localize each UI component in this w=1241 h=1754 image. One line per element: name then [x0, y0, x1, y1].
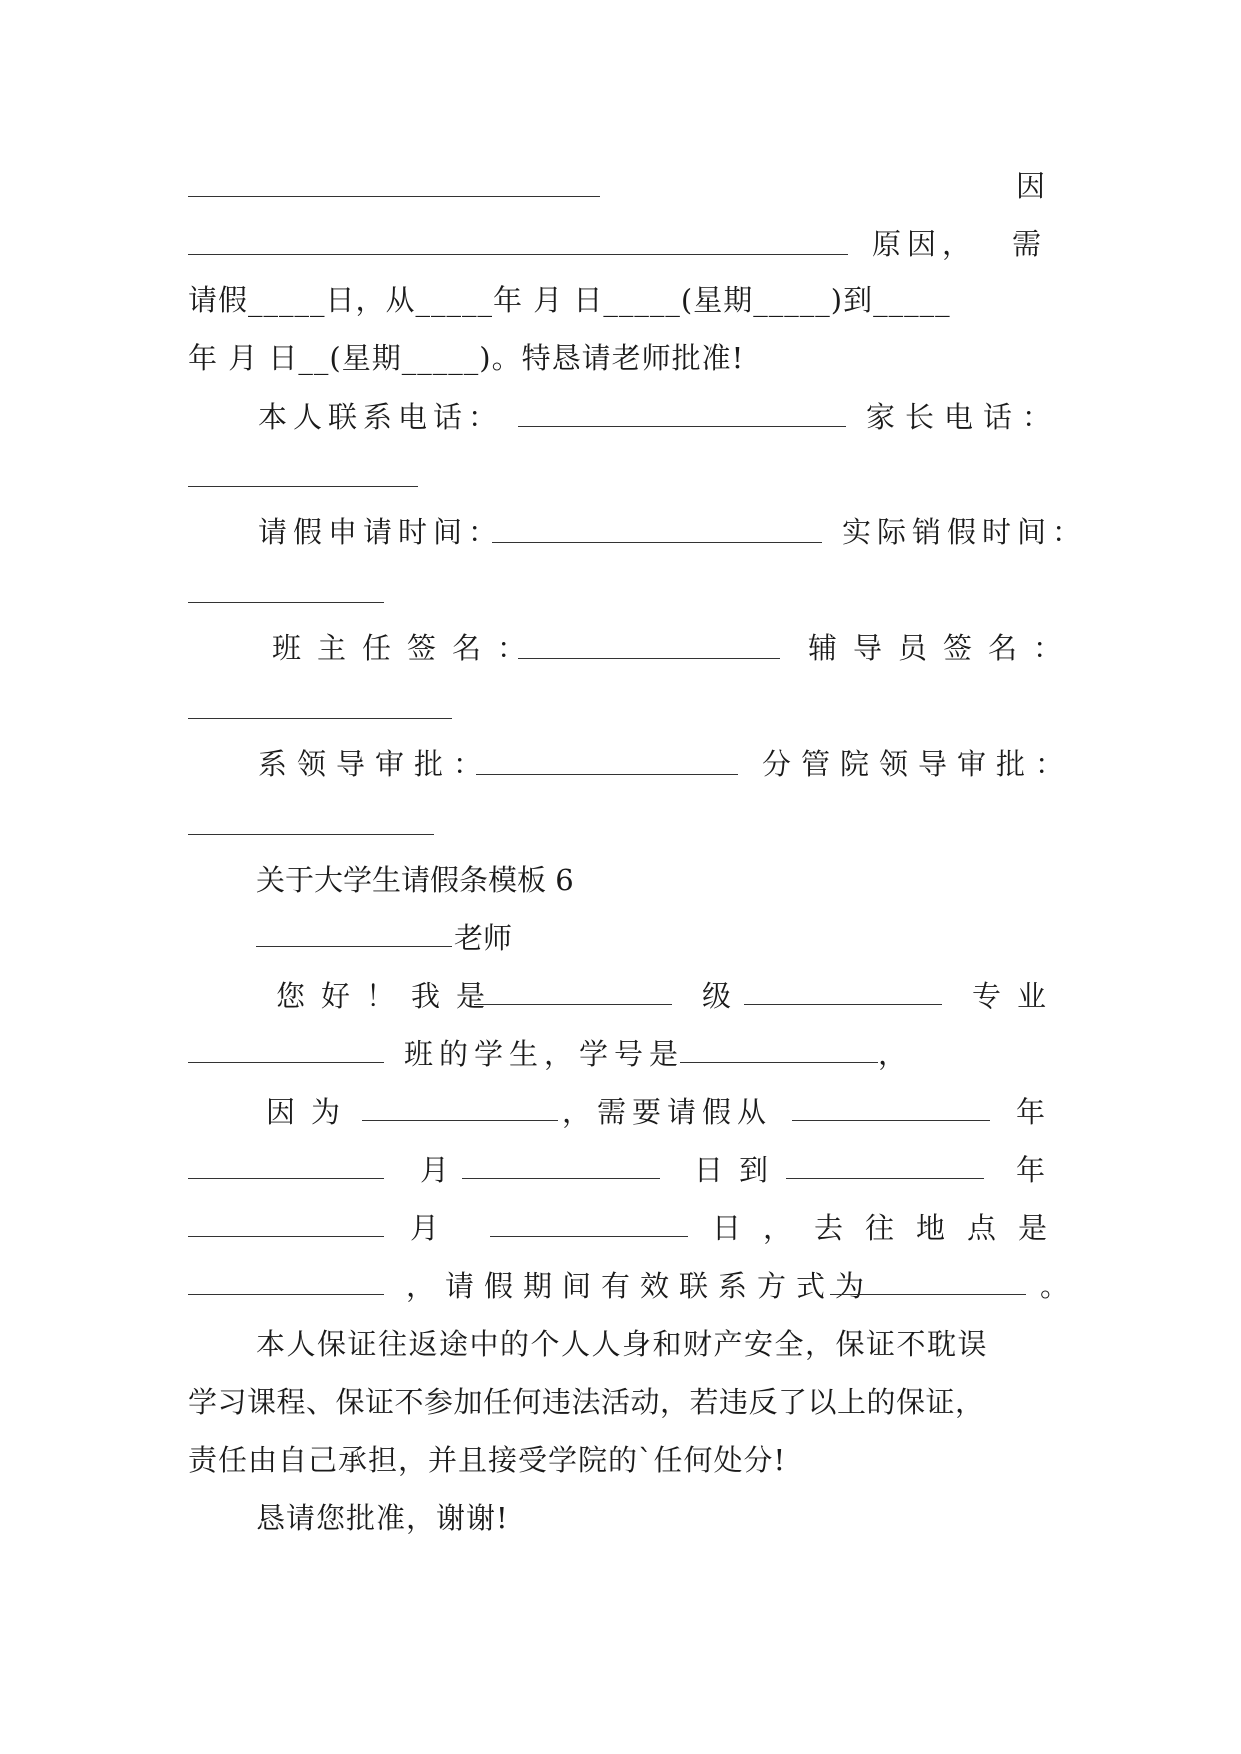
period: 。 — [1040, 1269, 1070, 1303]
end-day-blank — [490, 1236, 688, 1237]
year-label-2: 年 — [1016, 1153, 1046, 1187]
destination-blank — [188, 1294, 384, 1295]
phone-label: 本人联系电话： — [258, 400, 504, 434]
college-approval-label: 分管院领导审批： — [762, 747, 1075, 781]
guarantee-line-1: 本人保证往返途中的个人人身和财产安全，保证不耽误 — [256, 1327, 989, 1361]
reason-blank — [362, 1120, 558, 1121]
contact-blank — [830, 1294, 1026, 1295]
day-destination-label: 日，去往地点是 — [712, 1211, 1070, 1245]
student-id-blank — [680, 1062, 878, 1063]
year-label: 年 — [1016, 1095, 1046, 1129]
grade-label: 级 — [702, 979, 732, 1013]
start-month-blank — [188, 1178, 384, 1179]
text-reason: 原因， — [872, 227, 978, 261]
class-student-label: 班的学生，学号是 — [404, 1037, 685, 1071]
text-because: 因 — [1016, 169, 1046, 203]
class-blank — [188, 1062, 384, 1063]
cancel-time-label: 实际销假时间： — [842, 515, 1088, 549]
day-to-label: 日到 — [694, 1153, 785, 1187]
counselor-label: 辅导员签名： — [808, 631, 1079, 665]
contact-label: ，请假期间有效联系方式为 — [406, 1269, 875, 1303]
teacher-label: 老师 — [454, 921, 513, 955]
start-day-blank — [462, 1178, 660, 1179]
greeting: 您好！我是 — [276, 979, 502, 1013]
phone-blank — [518, 426, 846, 427]
grade-blank — [474, 1004, 672, 1005]
head-teacher-label: 班主任签名： — [272, 631, 543, 665]
apply-time-blank — [492, 542, 822, 543]
need-leave-label: ，需要请假从 — [562, 1095, 773, 1129]
major-blank — [744, 1004, 942, 1005]
month-label-2: 月 — [410, 1211, 440, 1245]
start-year-blank — [792, 1120, 990, 1121]
head-teacher-blank — [518, 658, 780, 659]
parent-phone-label: 家长电话： — [866, 400, 1062, 434]
leave-date-line: 年 月 日__(星期_____)。特恳请老师批准! — [188, 341, 745, 375]
blank-line — [188, 254, 848, 255]
teacher-blank — [256, 946, 452, 947]
cancel-time-blank — [188, 602, 384, 603]
guarantee-line-2: 学习课程、保证不参加任何违法活动，若违反了以上的保证， — [188, 1385, 985, 1419]
apply-time-label: 请假申请时间： — [258, 515, 504, 549]
guarantee-line-3: 责任由自己承担，并且接受学院的`任何处分! — [188, 1443, 787, 1477]
end-month-blank — [188, 1236, 384, 1237]
college-approval-blank — [188, 834, 434, 835]
parent-phone-blank — [188, 486, 418, 487]
end-year-blank — [786, 1178, 984, 1179]
leave-days-line: 请假_____日，从_____年 月 日_____(星期_____)到_____ — [188, 283, 951, 317]
because-label: 因为 — [266, 1095, 357, 1129]
dept-approval-label: 系领导审批： — [258, 747, 493, 781]
text-need: 需 — [1012, 227, 1042, 261]
month-label: 月 — [420, 1153, 450, 1187]
major-label: 专业 — [972, 979, 1063, 1013]
section-heading: 关于大学生请假条模板 6 — [256, 863, 574, 897]
dept-approval-blank — [476, 774, 738, 775]
counselor-blank — [188, 718, 452, 719]
comma: ， — [878, 1037, 908, 1071]
blank-line — [188, 196, 600, 197]
closing: 恳请您批准，谢谢! — [256, 1501, 509, 1535]
